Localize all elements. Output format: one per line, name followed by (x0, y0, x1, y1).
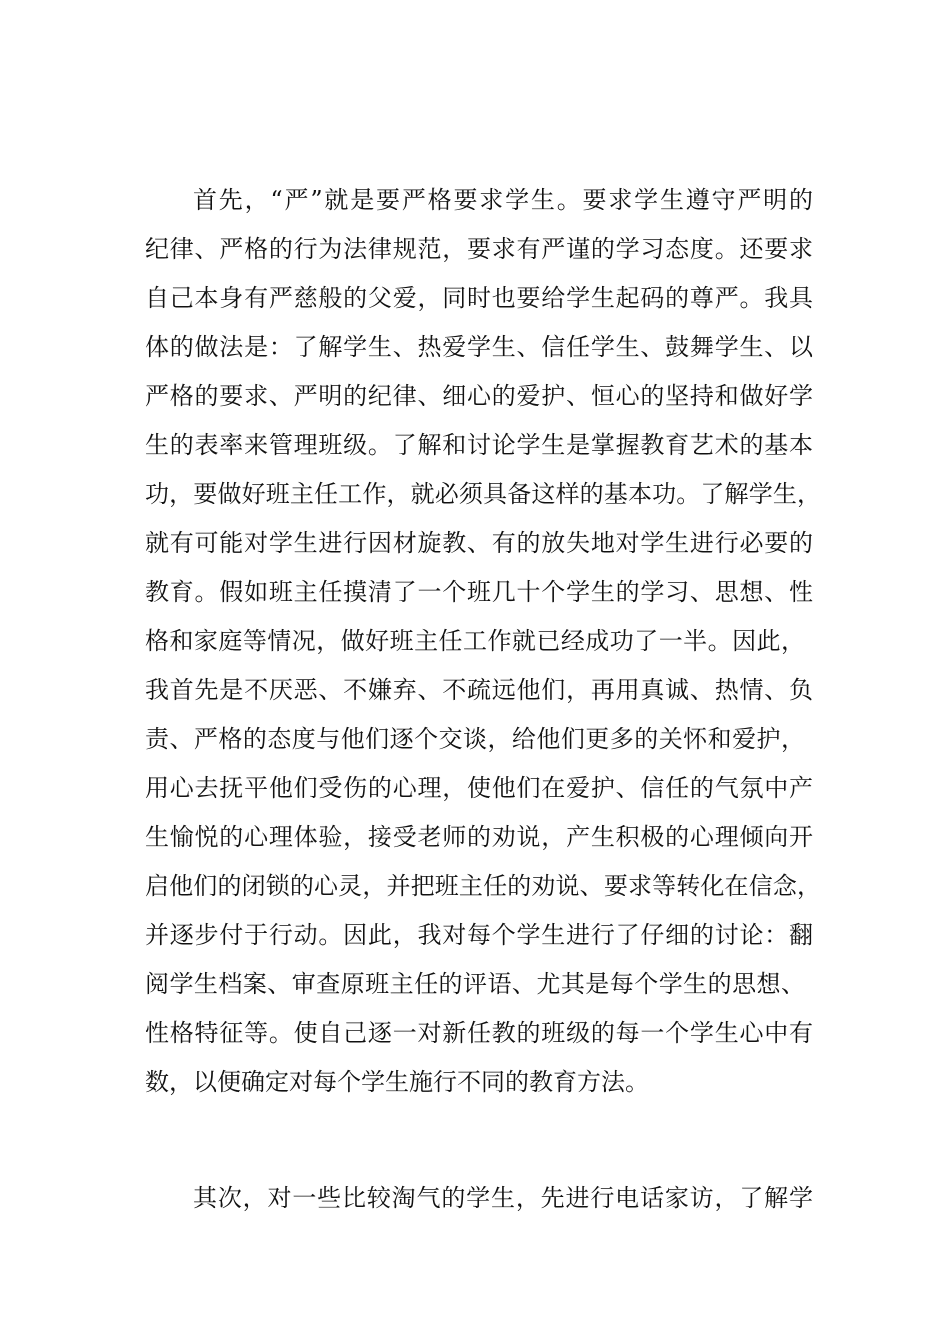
text-line: 生的表率来管理班级。了解和讨论学生是掌握教育艺术的基本 (145, 431, 813, 459)
text-line: 性格特征等。使自己逐一对新任教的班级的每一个学生心中有 (145, 1019, 813, 1047)
text-line: 体的做法是：了解学生、热爱学生、信任学生、鼓舞学生、以 (145, 333, 813, 361)
text-line: 责、严格的态度与他们逐个交谈，给他们更多的关怀和爱护， (145, 725, 805, 753)
text-line: 格和家庭等情况，做好班主任工作就已经成功了一半。因此， (145, 627, 805, 655)
text-line: 数，以便确定对每个学生施行不同的教育方法。 (145, 1068, 649, 1096)
text-line: 我首先是不厌恶、不嫌弃、不疏远他们，再用真诚、热情、负 (145, 676, 813, 704)
text-line: 严格的要求、严明的纪律、细心的爱护、恒心的坚持和做好学 (145, 382, 813, 410)
text-line: 教育。假如班主任摸清了一个班几十个学生的学习、思想、性 (145, 578, 813, 606)
text-line: 就有可能对学生进行因材旋教、有的放失地对学生进行必要的 (145, 529, 813, 557)
text-line: 启他们的闭锁的心灵，并把班主任的劝说、要求等转化在信念， (145, 872, 821, 900)
text-line: 阅学生档案、审查原班主任的评语、尤其是每个学生的思想、 (145, 970, 805, 998)
text-line: 其次，对一些比较淘气的学生，先进行电话家访，了解学 (193, 1184, 813, 1212)
text-line: 功，要做好班主任工作，就必须具备这样的基本功。了解学生， (145, 480, 821, 508)
paragraph-1 (145, 185, 821, 1115)
paragraph-2 (145, 1183, 813, 1223)
text-line: 自己本身有严慈般的父爱，同时也要给学生起码的尊严。我具 (145, 284, 813, 312)
text-line: 用心去抚平他们受伤的心理，使他们在爱护、信任的气氛中产 (145, 774, 813, 802)
text-line: 并逐步付于行动。因此，我对每个学生进行了仔细的讨论：翻 (145, 921, 813, 949)
text-line: 纪律、严格的行为法律规范，要求有严谨的学习态度。还要求 (145, 235, 813, 263)
text-line: 首先，“严”就是要严格要求学生。要求学生遵守严明的 (193, 186, 813, 214)
text-line: 生愉悦的心理体验，接受老师的劝说，产生积极的心理倾向开 (145, 823, 813, 851)
